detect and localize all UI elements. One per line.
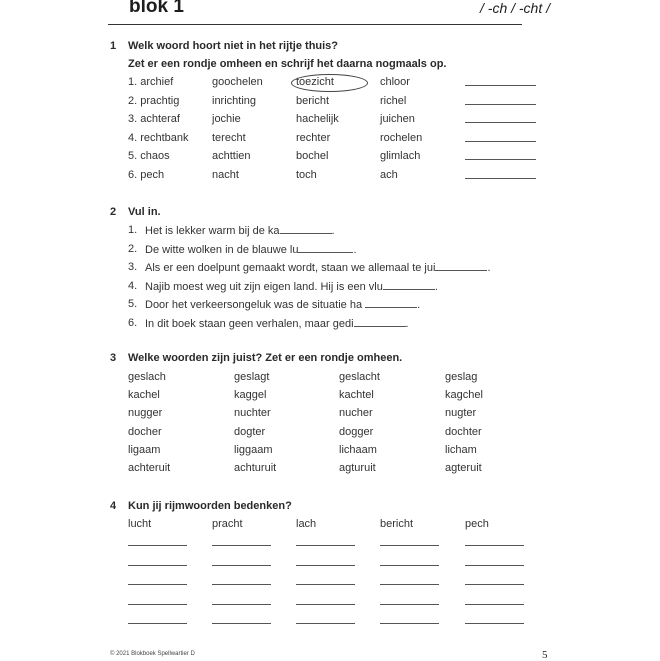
answer-line[interactable] — [465, 104, 536, 105]
answer-line[interactable] — [296, 565, 355, 566]
sentence-text: Het is lekker warm bij de ka — [145, 225, 280, 237]
footer-copyright: © 2021 Blokboek Spellwartier D — [110, 651, 195, 657]
answer-line[interactable] — [128, 584, 187, 585]
q2-number: 2 — [110, 206, 117, 218]
sentence-text: Najib moest weg uit zijn eigen land. Hij is een vlu — [145, 280, 383, 293]
header-rule — [108, 24, 522, 25]
sentence-end: . — [353, 243, 357, 256]
q3-word[interactable]: liggaam — [234, 443, 273, 456]
q1-word: nacht — [212, 168, 239, 181]
answer-line[interactable] — [380, 623, 439, 624]
q1-word: bochel — [296, 150, 329, 162]
sentence-line — [145, 243, 357, 256]
q1-word: 3. achteraf — [128, 113, 180, 125]
q4-number: 4 — [110, 500, 117, 512]
sentence-end: . — [331, 225, 335, 237]
q1-word: 5. chaos — [128, 150, 170, 162]
sentence-text: De witte wolken in de blauwe lu — [145, 243, 299, 256]
fill-in-blank[interactable] — [354, 317, 406, 327]
page-subtitle: / -ch / -cht / — [480, 0, 551, 16]
answer-line[interactable] — [465, 545, 524, 546]
sentence-number: 1. — [128, 224, 138, 236]
sentence-number: 2. — [128, 242, 138, 255]
answer-line[interactable] — [128, 545, 187, 546]
answer-line[interactable] — [465, 178, 536, 179]
sentence-line — [145, 224, 335, 237]
answer-line[interactable] — [296, 623, 355, 624]
q1-word: 2. prachtig — [128, 94, 180, 107]
fill-in-blank[interactable] — [298, 243, 353, 253]
sentence-end: . — [434, 280, 438, 293]
q1-instruction-2: Zet er een rondje omheen en schrijf het daarna nogmaals op. — [128, 58, 447, 70]
q1-word: glimlach — [380, 150, 421, 162]
answer-line[interactable] — [465, 604, 524, 605]
q3-word[interactable]: geslach — [128, 371, 166, 383]
answer-line[interactable] — [465, 141, 536, 142]
q1-word: achttien — [212, 150, 251, 162]
rhyme-word: bericht — [380, 518, 414, 530]
q1-word: terecht — [212, 131, 246, 144]
sentence-line — [145, 261, 491, 274]
answer-line[interactable] — [465, 159, 536, 160]
q3-word[interactable]: geslagt — [234, 371, 270, 383]
sentence-text: Als er een doelpunt gemaakt wordt, staan we allemaal te jui — [145, 262, 436, 274]
q3-word[interactable]: geslacht — [339, 371, 380, 383]
q1-word: richel — [380, 94, 407, 107]
rhyme-word: lach — [296, 518, 317, 530]
answer-line[interactable] — [128, 604, 187, 605]
fill-in-blank[interactable] — [383, 280, 435, 290]
q3-word[interactable]: docher — [128, 425, 162, 438]
sentence-number: 5. — [128, 298, 138, 310]
answer-line[interactable] — [212, 584, 271, 585]
answer-line[interactable] — [380, 545, 439, 546]
q1-word: hachelijk — [296, 113, 339, 125]
answer-line[interactable] — [380, 584, 439, 585]
answer-line[interactable] — [212, 545, 271, 546]
q1-word: chloor — [380, 76, 410, 88]
q3-number: 3 — [110, 352, 117, 364]
q2-instruction: Vul in. — [128, 206, 161, 218]
q3-word[interactable]: geslag — [445, 371, 478, 383]
answer-circle — [291, 74, 368, 92]
answer-line[interactable] — [128, 565, 187, 566]
sentence-number: 4. — [128, 279, 138, 292]
answer-line[interactable] — [465, 85, 536, 86]
q3-word[interactable]: kachtel — [339, 389, 374, 402]
q3-word[interactable]: dogter — [234, 425, 266, 438]
answer-line[interactable] — [296, 604, 355, 605]
answer-line[interactable] — [380, 565, 439, 566]
q3-word[interactable]: dogger — [339, 425, 374, 438]
answer-line[interactable] — [465, 565, 524, 566]
fill-in-blank[interactable] — [280, 224, 332, 234]
sentence-number: 6. — [128, 316, 138, 329]
answer-line[interactable] — [465, 122, 536, 123]
rhyme-word: pech — [465, 518, 489, 530]
q3-word[interactable]: agteruit — [445, 462, 482, 474]
sentence-text: Door het verkeersongeluk was de situatie ha — [145, 299, 366, 311]
answer-line[interactable] — [212, 565, 271, 566]
q3-word[interactable]: lichaam — [339, 443, 377, 456]
fill-in-blank[interactable] — [435, 261, 487, 271]
answer-line[interactable] — [465, 623, 524, 624]
q1-word: jochie — [212, 113, 241, 125]
q1-word: 6. pech — [128, 168, 165, 181]
q4-instruction: Kun jij rijmwoorden bedenken? — [128, 500, 292, 512]
q1-word: rochelen — [380, 131, 423, 144]
answer-line[interactable] — [380, 604, 439, 605]
q1-word: toch — [296, 168, 317, 181]
q1-word: toezicht — [296, 76, 334, 88]
q3-word[interactable]: achteruit — [128, 462, 171, 474]
q3-word[interactable]: kagchel — [445, 389, 483, 402]
q3-word[interactable]: achturuit — [234, 462, 277, 474]
q1-word: 1. archief — [128, 76, 174, 88]
q1-word: 4. rechtbank — [128, 131, 189, 144]
q3-word[interactable]: kachel — [128, 389, 160, 402]
q1-word: ach — [380, 168, 398, 181]
sentence-end: . — [417, 299, 421, 311]
q1-instruction-1: Welk woord hoort niet in het rijtje thuis? — [128, 40, 339, 52]
page-number: 5 — [542, 649, 548, 661]
sentence-end: . — [487, 262, 491, 274]
q3-instruction: Welke woorden zijn juist? Zet er een rondje omheen. — [128, 352, 403, 364]
answer-line[interactable] — [212, 623, 271, 624]
answer-line[interactable] — [296, 584, 355, 585]
answer-line[interactable] — [296, 545, 355, 546]
q3-word[interactable]: ligaam — [128, 443, 161, 456]
rhyme-word: lucht — [128, 518, 152, 530]
q3-word[interactable]: nucher — [339, 407, 373, 420]
sentence-line — [145, 280, 438, 293]
q3-word[interactable]: licham — [445, 443, 477, 456]
answer-line[interactable] — [128, 623, 187, 624]
answer-line[interactable] — [465, 584, 524, 585]
page-title: blok 1 — [129, 0, 184, 17]
q3-word[interactable]: nuchter — [234, 407, 271, 420]
sentence-text: In dit boek staan geen verhalen, maar gedi — [145, 317, 354, 330]
q1-word: rechter — [296, 131, 331, 144]
sentence-line — [145, 317, 409, 330]
q3-word[interactable]: agturuit — [339, 462, 376, 474]
rhyme-word: pracht — [212, 518, 243, 530]
q3-word[interactable]: nugter — [445, 407, 477, 420]
sentence-line — [145, 298, 420, 311]
q1-word: bericht — [296, 94, 330, 107]
answer-line[interactable] — [212, 604, 271, 605]
sentence-number: 3. — [128, 261, 138, 273]
q1-word: juichen — [380, 113, 415, 125]
q3-word[interactable]: nugger — [128, 407, 163, 420]
q1-word: inrichting — [212, 94, 257, 107]
fill-in-blank[interactable] — [365, 298, 417, 308]
q3-word[interactable]: kaggel — [234, 389, 267, 402]
q3-word[interactable]: dochter — [445, 425, 482, 438]
sentence-end: . — [405, 317, 409, 330]
q1-word: goochelen — [212, 76, 263, 88]
q1-number: 1 — [110, 40, 117, 52]
